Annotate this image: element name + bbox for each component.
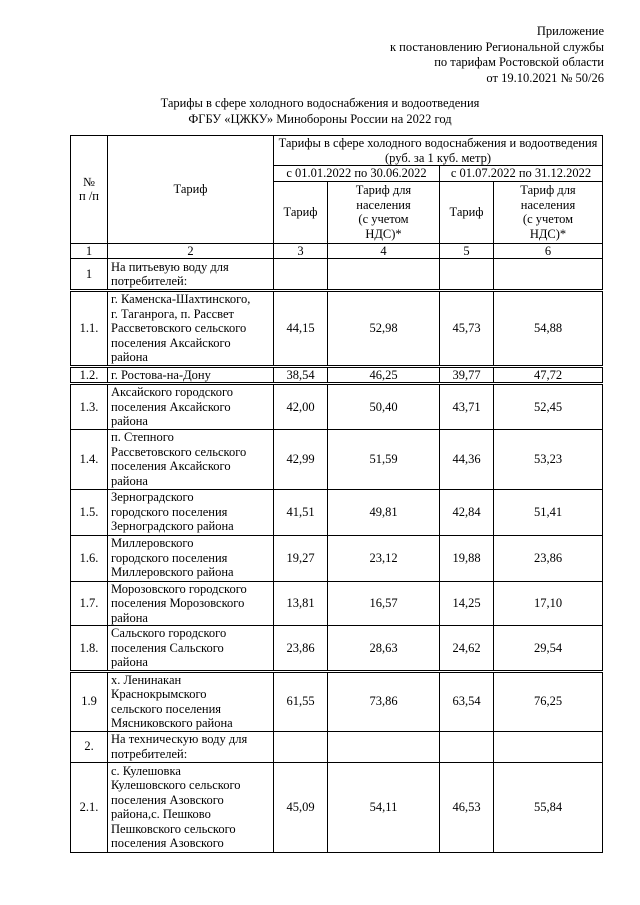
row-name: г. Каменска-Шахтинского, г. Таганрога, п. Рассвет Рассветовского сельского поселения Аксайского района	[108, 291, 274, 367]
population-tariff-value: 47,72	[494, 366, 603, 384]
population-tariff-value: 23,86	[494, 535, 603, 581]
population-tariff-value: 54,88	[494, 291, 603, 367]
document-title	[0, 96, 640, 127]
header-period2: с 01.07.2022 по 31.12.2022	[440, 166, 603, 182]
row-name: Сальского городского поселения Сальского района	[108, 626, 274, 672]
tariff-value: 19,27	[274, 535, 328, 581]
column-numbers-row	[71, 243, 603, 259]
population-tariff-value: 49,81	[328, 489, 440, 535]
population-tariff-value: 29,54	[494, 626, 603, 672]
row-number: 1.6.	[71, 535, 108, 581]
row-number: 1.9	[71, 671, 108, 731]
table-row	[71, 489, 603, 535]
header-row	[71, 136, 603, 166]
population-tariff-value: 46,25	[328, 366, 440, 384]
population-tariff-value: 17,10	[494, 581, 603, 626]
population-tariff-value: 55,84	[494, 762, 603, 852]
tariff-value: 14,25	[440, 581, 494, 626]
tariff-value: 45,73	[440, 291, 494, 367]
header-tariff-col-2: Тариф	[440, 181, 494, 243]
tariff-value: 23,86	[274, 626, 328, 672]
row-number: 2.1.	[71, 762, 108, 852]
row-name: Зерноградского городского поселения Зерноградского района	[108, 489, 274, 535]
tariff-value: 46,53	[440, 762, 494, 852]
population-tariff-value: 52,45	[494, 384, 603, 430]
table-row	[71, 626, 603, 672]
tariff-value: 44,36	[440, 429, 494, 489]
title-line: Тарифы в сфере холодного водоснабжения и водоотведения	[160, 96, 480, 110]
title-line: ФГБУ «ЦЖКУ» Минобороны России на 2022 год	[188, 111, 452, 126]
row-number: 1.8.	[71, 626, 108, 672]
tariff-value: 61,55	[274, 671, 328, 731]
header-tariff	[108, 136, 274, 244]
population-tariff-value: 54,11	[328, 762, 440, 852]
row-name: с. Кулешовка Кулешовского сельского поселения Азовского района,с. Пешково Пешковского сельского поселения Азовского	[108, 762, 274, 852]
header-group	[274, 136, 603, 166]
table-row	[71, 259, 603, 291]
tariff-value	[440, 259, 494, 291]
row-name: п. Степного Рассветовского сельского поселения Аксайского района	[108, 429, 274, 489]
tariff-value: 38,54	[274, 366, 328, 384]
appendix-block	[390, 24, 604, 86]
population-tariff-value: 51,41	[494, 489, 603, 535]
tariff-value: 19,88	[440, 535, 494, 581]
table-row	[71, 581, 603, 626]
tariffs-table	[70, 135, 603, 853]
tariff-value: 45,09	[274, 762, 328, 852]
col-number: 5	[440, 243, 494, 259]
table-row	[71, 535, 603, 581]
row-number: 1.7.	[71, 581, 108, 626]
population-tariff-value: 53,23	[494, 429, 603, 489]
row-name: Миллеровского городского поселения Миллеровского района	[108, 535, 274, 581]
tariff-value: 39,77	[440, 366, 494, 384]
population-tariff-value: 52,98	[328, 291, 440, 367]
row-number: 1.1.	[71, 291, 108, 367]
row-number: 2.	[71, 731, 108, 762]
table-row	[71, 731, 603, 762]
population-tariff-value: 50,40	[328, 384, 440, 430]
tariff-value	[274, 259, 328, 291]
col-number: 4	[328, 243, 440, 259]
row-number: 1	[71, 259, 108, 291]
header-tariff-text: Тариф	[173, 182, 208, 196]
table-row	[71, 762, 603, 852]
col-number: 6	[494, 243, 603, 259]
population-tariff-value: 28,63	[328, 626, 440, 672]
header-num	[71, 136, 108, 244]
header-period1: с 01.01.2022 по 30.06.2022	[274, 166, 440, 182]
row-number: 1.4.	[71, 429, 108, 489]
col-number: 3	[274, 243, 328, 259]
appendix-line: от 19.10.2021 № 50/26	[486, 70, 604, 85]
tariff-value: 44,15	[274, 291, 328, 367]
appendix-line: по тарифам Ростовской области	[434, 55, 604, 69]
row-name: Аксайского городского поселения Аксайского района	[108, 384, 274, 430]
tariff-value	[440, 731, 494, 762]
col-number: 2	[108, 243, 274, 259]
col-number: 1	[71, 243, 108, 259]
population-tariff-value	[328, 259, 440, 291]
row-name: Морозовского городского поселения Морозовского района	[108, 581, 274, 626]
tariff-value: 13,81	[274, 581, 328, 626]
population-tariff-value	[494, 259, 603, 291]
table-row	[71, 671, 603, 731]
population-tariff-value: 76,25	[494, 671, 603, 731]
row-number: 1.3.	[71, 384, 108, 430]
population-tariff-value	[328, 731, 440, 762]
tariff-value: 42,99	[274, 429, 328, 489]
population-tariff-value	[494, 731, 603, 762]
tariff-value: 43,71	[440, 384, 494, 430]
tariff-value	[274, 731, 328, 762]
population-tariff-value: 73,86	[328, 671, 440, 731]
header-population-col-1: Тариф для населения (с учетом НДС)*	[328, 181, 440, 243]
appendix-line: Приложение	[536, 24, 604, 38]
tariff-value: 42,84	[440, 489, 494, 535]
table-row	[71, 384, 603, 430]
tariff-value: 41,51	[274, 489, 328, 535]
tariff-value: 63,54	[440, 671, 494, 731]
header-tariff-col-1: Тариф	[274, 181, 328, 243]
row-number: 1.5.	[71, 489, 108, 535]
row-name: На питьевую воду для потребителей:	[108, 259, 274, 291]
population-tariff-value: 23,12	[328, 535, 440, 581]
table-row	[71, 291, 603, 367]
table-row	[71, 366, 603, 384]
population-tariff-value: 16,57	[328, 581, 440, 626]
header-group-text: Тарифы в сфере холодного водоснабжения и водоотведения (руб. за 1 куб. метр)	[278, 136, 598, 165]
row-number: 1.2.	[71, 366, 108, 384]
table-row	[71, 429, 603, 489]
appendix-line: к постановлению Региональной службы	[389, 39, 604, 54]
population-tariff-value: 51,59	[328, 429, 440, 489]
header-num-text: № п /п	[79, 174, 99, 204]
row-name: х. Ленинакан Краснокрымского сельского поселения Мясниковского района	[108, 671, 274, 731]
header-population-col-2: Тариф для населения (с учетом НДС)*	[494, 181, 603, 243]
row-name: На техническую воду для потребителей:	[108, 731, 274, 762]
tariff-value: 24,62	[440, 626, 494, 672]
tariff-value: 42,00	[274, 384, 328, 430]
row-name: г. Ростова-на-Дону	[108, 366, 274, 384]
